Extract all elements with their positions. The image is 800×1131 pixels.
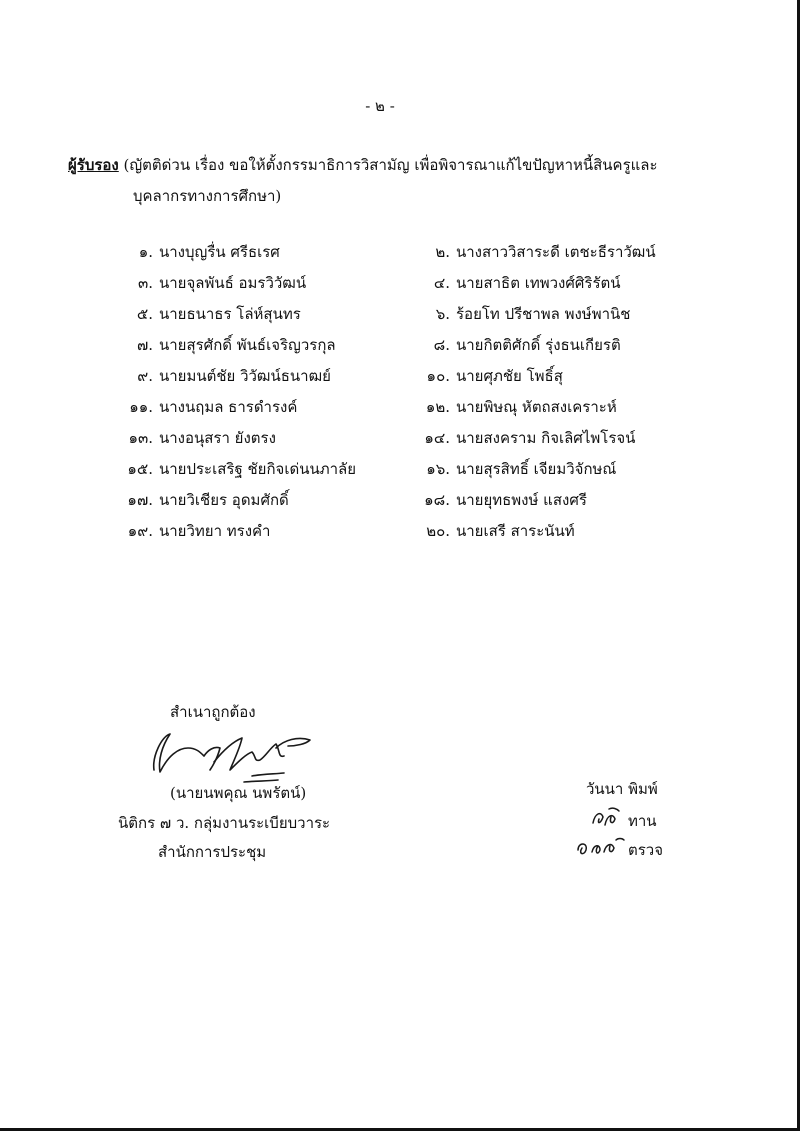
endorser-row: [113, 457, 356, 488]
endorser-name: นายธนาธร โล่ห์สุนทร: [159, 305, 301, 323]
reviewer-initials: [589, 805, 623, 831]
endorser-name: นายประเสริฐ ชัยกิจเด่นนภาลัย: [159, 460, 356, 478]
endorser-name: นางนฤมล ธารดำรงค์: [159, 398, 298, 416]
endorser-number: ๑๗.: [127, 491, 153, 509]
endorser-row: [113, 271, 356, 302]
endorser-number: ๑๓.: [128, 429, 153, 447]
endorser-name: นายสาธิต เทพวงศ์ศิริรัตน์: [456, 274, 621, 292]
endorser-row: [113, 333, 356, 364]
endorser-name: นายวิเชียร อุดมศักดิ์: [159, 491, 289, 509]
endorser-number: ๘.: [433, 336, 450, 354]
endorser-row: [113, 519, 356, 550]
endorser-number: ๕.: [136, 305, 153, 323]
endorser-name: นายยุทธพงษ์ แสงศรี: [456, 491, 587, 509]
endorser-number: ๑๘.: [424, 491, 450, 509]
endorser-number: ๒๐.: [426, 522, 450, 540]
checker-label: ตรวจ: [628, 841, 664, 859]
endorser-row: [410, 488, 656, 519]
endorser-row: [410, 457, 656, 488]
endorser-row: [410, 395, 656, 426]
endorser-list-left: [113, 240, 356, 550]
certified-copy-label: สำเนาถูกต้อง: [170, 703, 256, 721]
endorser-name: นางบุญรื่น ศรีธเรศ: [159, 243, 280, 261]
endorser-row: [410, 426, 656, 457]
endorser-row: [410, 364, 656, 395]
endorser-number: ๑.: [138, 243, 153, 261]
endorser-name: นายสงคราม กิจเลิศไพโรจน์: [456, 429, 636, 447]
endorser-row: [113, 302, 356, 333]
endorser-number: ๒.: [435, 243, 450, 261]
endorser-number: ๑๖.: [426, 460, 450, 478]
endorser-name: ร้อยโท ปรีชาพล พงษ์พานิช: [456, 305, 631, 323]
endorser-row: [113, 364, 356, 395]
endorser-number: ๑๒.: [425, 398, 450, 416]
endorser-row: [113, 488, 356, 519]
checker-initials: [574, 834, 626, 860]
endorser-name: นายสุรศักดิ์ พันธ์เจริญวรกุล: [159, 336, 336, 354]
endorser-number: ๑๑.: [129, 398, 153, 416]
endorser-name: นายสุรสิทธิ์ เจียมวิจักษณ์: [456, 460, 617, 478]
endorser-name: นายเสรี สาระนันท์: [456, 522, 575, 540]
endorser-number: ๔.: [433, 274, 450, 292]
endorser-number: ๙.: [137, 367, 153, 385]
endorser-name: นายกิตติศักดิ์ รุ่งธนเกียรติ: [456, 336, 621, 354]
signer-position: นิติกร ๗ ว. กลุ่มงานระเบียบวาระ: [118, 814, 331, 832]
page-number: - ๒ -: [365, 97, 395, 115]
endorser-label: ผู้รับรอง: [68, 156, 119, 174]
typist-line: วันนา พิมพ์: [586, 780, 658, 798]
endorser-row: [410, 302, 656, 333]
endorser-number: ๑๙.: [127, 522, 153, 540]
endorser-row: [410, 240, 656, 271]
endorser-name: นางอนุสรา ยังตรง: [159, 429, 276, 447]
document-heading: [68, 155, 658, 175]
motion-title-cont: บุคลากรทางการศึกษา): [133, 187, 282, 205]
endorser-name: นายจุลพันธ์ อมรวิวัฒน์: [159, 274, 307, 292]
endorser-number: ๓.: [137, 274, 153, 292]
endorser-row: [410, 271, 656, 302]
endorser-row: [113, 240, 356, 271]
endorser-name: นายพิษณุ หัตถสงเคราะห์: [456, 398, 617, 416]
endorser-number: ๗.: [136, 336, 153, 354]
endorser-name: นางสาววิสาระดี เตชะธีราวัฒน์: [456, 243, 656, 261]
endorser-row: [113, 395, 356, 426]
signer-name: (นายนพคุณ นพรัตน์): [170, 784, 307, 802]
endorser-name: นายมนต์ชัย วิวัฒน์ธนาฒย์: [159, 367, 331, 385]
endorser-number: ๑๕.: [127, 460, 153, 478]
endorser-row: [113, 426, 356, 457]
endorser-row: [410, 519, 656, 550]
motion-title: (ญัตติด่วน เรื่อง ขอให้ตั้งกรรมาธิการวิสามัญ เพื่อพิจารณาแก้ไขปัญหาหนี้สินครูและ: [118, 156, 658, 174]
endorser-number: ๑๐.: [426, 367, 450, 385]
endorser-name: นายวิทยา ทรงคำ: [159, 522, 271, 540]
reviewer-label: ทาน: [628, 812, 657, 830]
handwritten-signature: [148, 726, 318, 784]
endorser-list-right: [410, 240, 656, 550]
endorser-row: [410, 333, 656, 364]
endorser-number: ๑๔.: [424, 429, 450, 447]
endorser-name: นายศุภชัย โพธิ์สุ: [456, 367, 563, 385]
endorser-number: ๖.: [435, 305, 450, 323]
signer-department: สำนักการประชุม: [158, 843, 267, 861]
